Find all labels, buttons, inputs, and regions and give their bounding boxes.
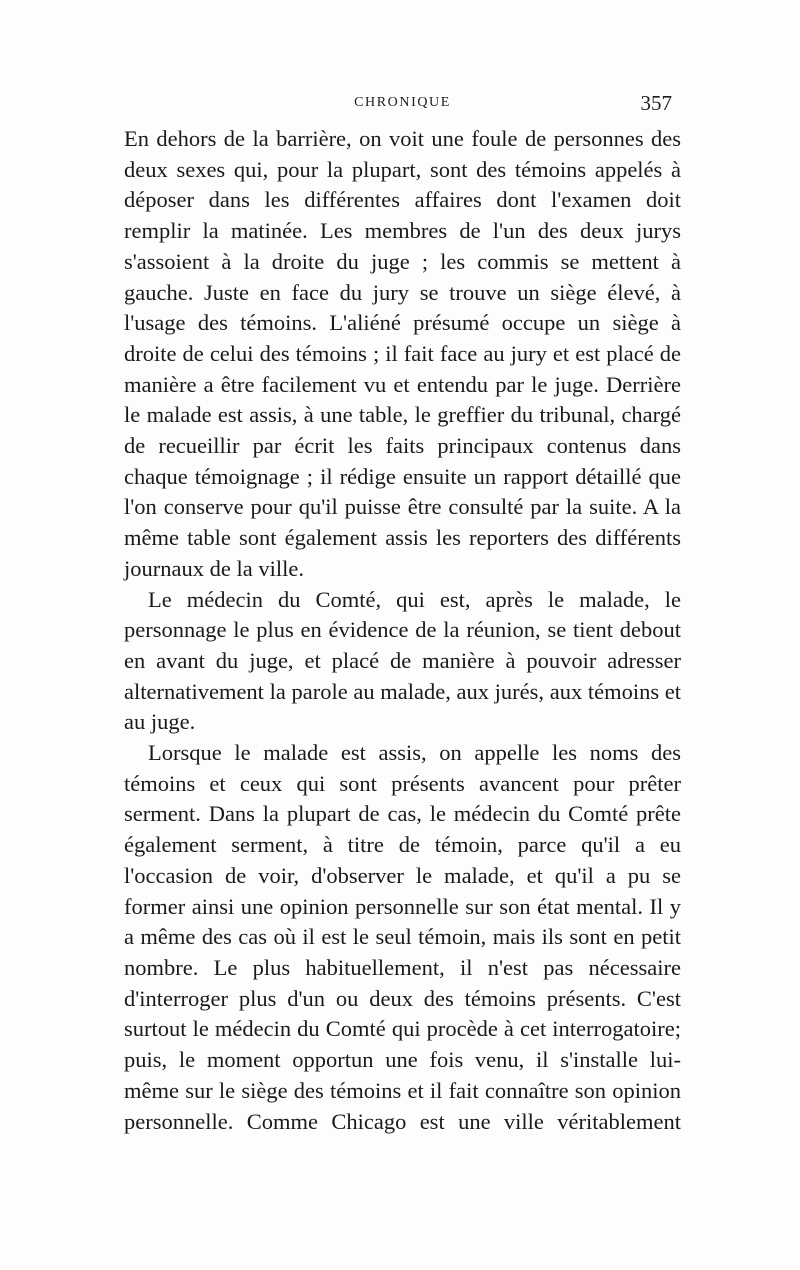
paragraph-2: Le médecin du Comté, qui est, après le malade, le personnage le plus en évidence de la réunion, se tient debout en avant du juge, et placé de manière à pouvoir adresser alternativement la parole au malade, aux jurés, aux témoins et au juge.: [124, 586, 681, 735]
page-number: 357: [640, 91, 672, 115]
body-text: [124, 124, 681, 1137]
paragraph-1: En dehors de la barrière, on voit une foule de personnes des deux sexes qui, pour la plupart, sont des témoins appelés à déposer dans les différentes affaires dont l'examen doit remplir la matinée. Les membres de l'un des deux jurys s'assoient à la droite du juge ; les commis se mettent à gauche. Juste en face du jury se trouve un siège élevé, à l'usage des témoins. L'aliéné présumé occupe un siège à droite de celui des témoins ; il fait face au jury et est placé de manière a être facilement vu et entendu par le juge. Derrière le malade est assis, à une table, le greffier du tribunal, chargé de recueillir par écrit les faits principaux contenus dans chaque témoignage ; il rédige ensuite un rapport détaillé que l'on conserve pour qu'il puisse être consulté par la suite. A la même table sont également assis les reporters des différents journaux de la ville.: [124, 126, 681, 581]
running-header: [125, 91, 680, 115]
paragraph-3: Lorsque le malade est assis, on appelle les noms des témoins et ceux qui sont présents avancent pour prêter serment. Dans la plupart de cas, le médecin du Comté prête également serment, à titre de témoin, parce qu'il a eu l'occasion de voir, d'observer le malade, et qu'il a pu se former ainsi une opinion personnelle sur son état mental. Il y a même des cas où il est le seul témoin, mais ils sont en petit nombre. Le plus habituellement, il n'est pas nécessaire d'interroger plus d'un ou deux des témoins présents. C'est surtout le médecin du Comté qui procède à cet interrogatoire; puis, le moment opportun une fois venu, il s'installe lui-même sur le siège des témoins et il fait connaître son opinion personnelle. Comme Chicago est une ville véritablement: [124, 740, 681, 1134]
running-title: CHRONIQUE: [354, 95, 451, 110]
